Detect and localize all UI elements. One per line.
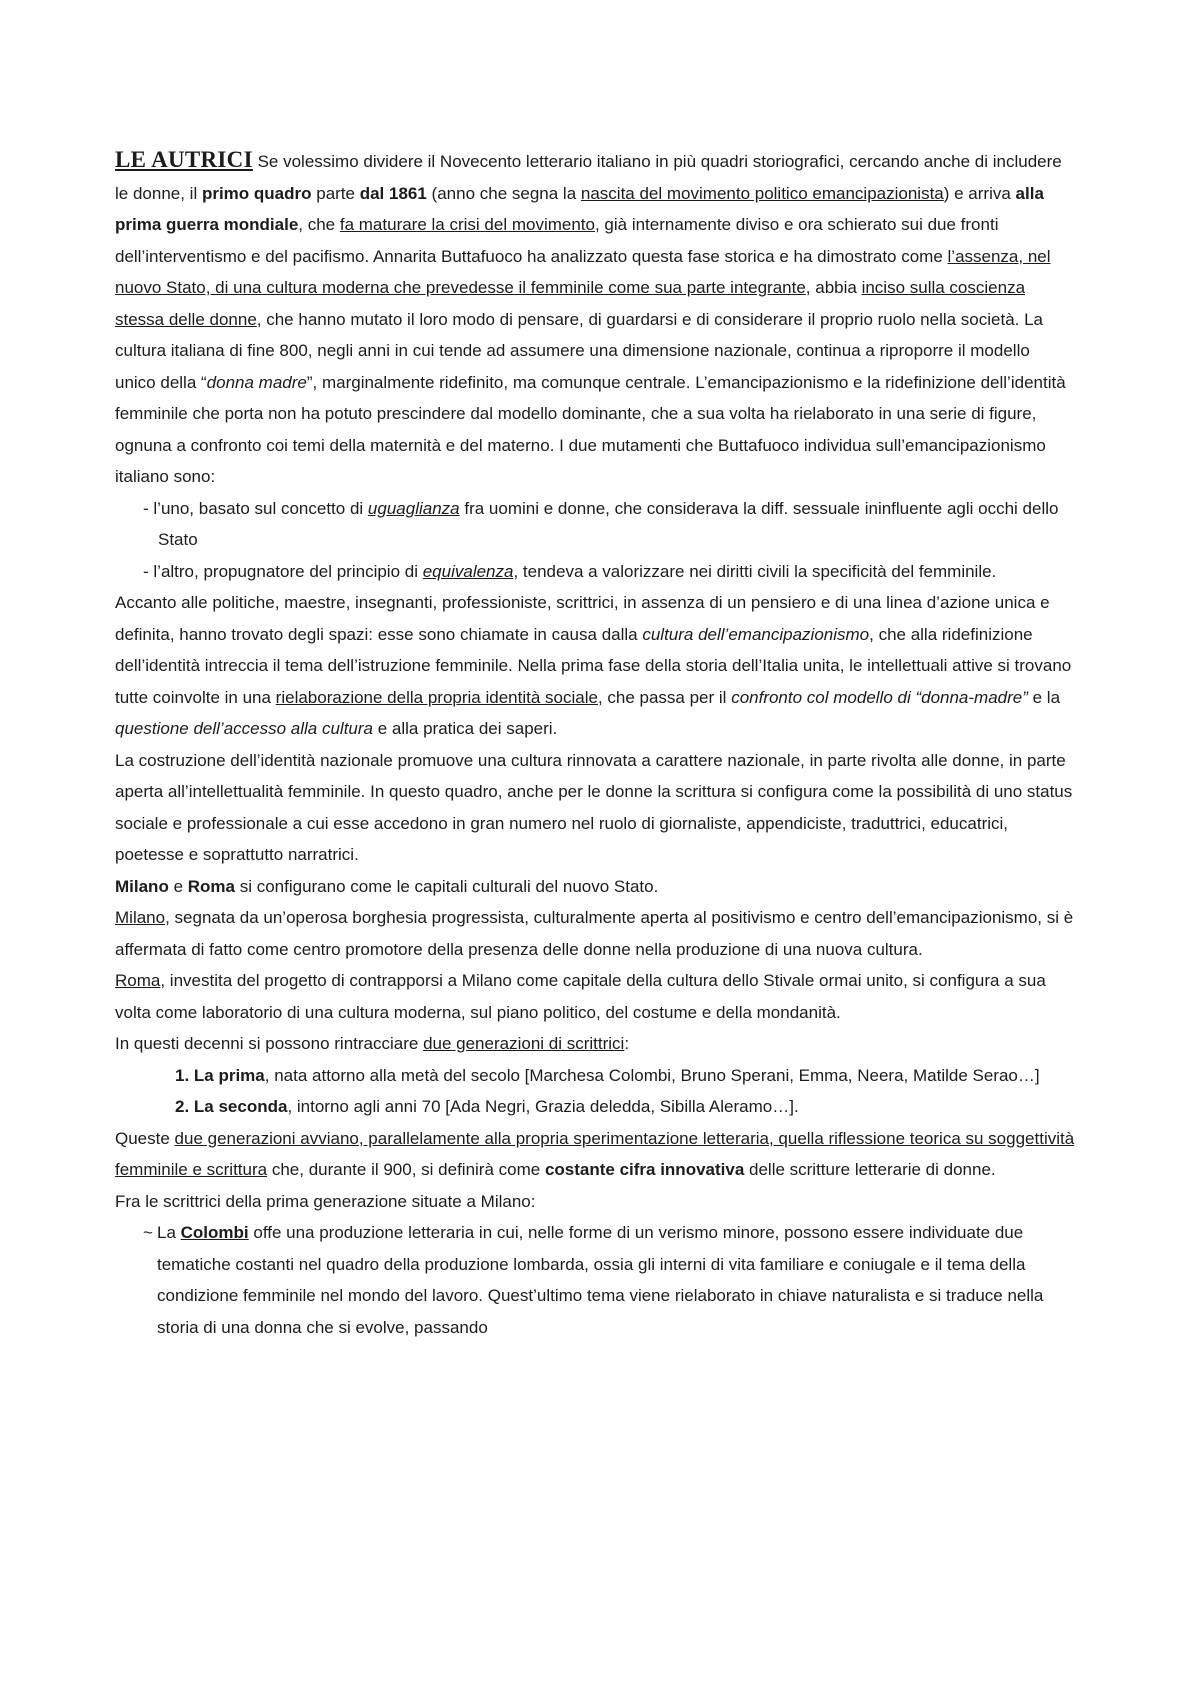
text-run: , intorno agli anni 70 [Ada Negri, Grazia deledda, Sibilla Aleramo…]. <box>287 1097 799 1116</box>
bold-run: 2. La seconda <box>175 1097 288 1116</box>
text-run: - l’uno, basato sul concetto di <box>143 498 368 518</box>
italic-run: questione dell’accesso alla cultura <box>115 719 373 738</box>
text-run: , segnata da un’operosa borghesia progressista, culturalmente aperta al positivismo e centro dell’emancipazionismo, si è affermata di fatto come centro promotore della presenza delle donne nella produzione di una nuova cultura. <box>115 908 1074 959</box>
text-run: e <box>168 876 188 896</box>
text-run: , tendeva a valorizzare nei diritti civili la specificità del femminile. <box>513 561 997 581</box>
text-run: fra uomini e donne, che considerava la diff. sessuale ininfluente agli occhi dello Stato <box>158 498 1059 549</box>
tilde-bullet-icon: ~ <box>143 1223 153 1242</box>
paragraph-milano <box>115 902 1075 965</box>
text-run: parte <box>311 183 360 203</box>
text-run: , già internamente diviso e ora schierato sui due fronti dell’interventismo e del pacifismo. Annarita Buttafuoco ha analizzato questa fase storica e ha dimostrato come <box>115 215 999 266</box>
underlined-run: due generazioni avviano, parallelamente alla propria sperimentazione letteraria, quella riflessione teorica su soggettività femminile e scrittura <box>115 1128 1075 1179</box>
text-run: delle scritture letterarie di donne. <box>744 1160 996 1179</box>
text-run: (anno che segna la <box>426 183 581 203</box>
bold-run: costante cifra innovativa <box>544 1160 745 1179</box>
underlined-run: Roma <box>115 971 161 990</box>
underlined-run: inciso sulla coscienza stessa delle donne <box>115 278 1026 329</box>
text-run: , investita del progetto di contrapporsi a Milano come capitale della cultura dello Stivale ormai unito, si configura a sua volta come laboratorio di una cultura moderna, sul piano politico, del costume e della mondanità. <box>115 971 1046 1022</box>
text-run: , abbia <box>805 278 862 297</box>
italic-run: donna madre <box>206 372 307 392</box>
document-title: LE AUTRICI <box>115 147 253 172</box>
bold-run: Roma <box>187 876 235 896</box>
text-run: , che <box>298 215 340 234</box>
paragraph-accanto <box>115 587 1075 745</box>
text-run: Queste <box>115 1128 175 1148</box>
text-run: , che hanno mutato il loro modo di pensare, di guardarsi e di considerare il proprio ruolo nella società. La cultura italiana di fine 800, negli anni in cui tende ad assumere una dimensione nazionale, continua a riproporre il modello unico della “ <box>115 309 1044 392</box>
text-run: - l’altro, propugnatore del principio di <box>143 561 423 581</box>
bold-run: primo quadro <box>201 183 312 203</box>
text-run: , che alla ridefinizione dell’identità intreccia il tema dell’istruzione femminile. Nella prima fase della storia dell’Italia unita, le intellettuali attive si trovano tutte coinvolte in una <box>115 624 1072 707</box>
bold-run: 1. La prima <box>175 1065 265 1085</box>
text-run: che, durante il 900, si definirà come <box>267 1160 545 1179</box>
text-run: e la <box>1027 687 1061 707</box>
text-run: offe una produzione letteraria in cui, nelle forme di un verismo minore, possono essere individuate due tematiche costanti nel quadro della produzione lombarda, ossia gli interni di vita familiare e coniugale e il tema della condizione femminile nel mondo del lavoro. Quest’ultimo tema viene rielaborato in chiave naturalista e si traduce nella storia di una donna che si evolve, passando <box>157 1223 1044 1337</box>
underlined-run: Milano <box>115 908 166 927</box>
list-item-equivalenza <box>143 556 1075 588</box>
paragraph-intro <box>115 144 1075 493</box>
text-run: , che passa per il <box>597 687 732 707</box>
paragraph-generazioni <box>115 1028 1075 1060</box>
paragraph-prima-generazione-milano: Fra le scrittrici della prima generazione situate a Milano: <box>115 1191 536 1211</box>
list-item-prima-generazione <box>175 1060 1075 1092</box>
list-item-seconda-generazione <box>175 1091 1075 1123</box>
underlined-italic-run: equivalenza <box>422 561 514 581</box>
bold-run: alla prima guerra mondiale <box>115 183 1044 234</box>
list-item-uguaglianza <box>143 493 1075 556</box>
underlined-run: due generazioni di scrittrici <box>423 1034 625 1053</box>
text-run: Accanto alle politiche, maestre, insegnanti, professioniste, scrittrici, in assenza di un pensiero e di una linea d’azione unica e definita, hanno trovato degli spazi: esse sono chiamate in causa dalla <box>115 593 1050 644</box>
underlined-run: rielaborazione della propria identità sociale <box>275 687 598 707</box>
underlined-italic-run: uguaglianza <box>367 498 460 518</box>
underlined-run: nascita del movimento politico emancipazionista <box>580 183 944 203</box>
document-page <box>115 144 1075 1343</box>
text-run: La <box>157 1223 181 1242</box>
text-run: , nata attorno alla metà del secolo [Marchesa Colombi, Bruno Sperani, Emma, Neera, Matilde Serao…] <box>264 1065 1040 1085</box>
text-run: e alla pratica dei saperi. <box>373 719 558 738</box>
italic-run: confronto col modello di “donna-madre” <box>731 687 1028 707</box>
text-run: ) e arriva <box>943 183 1016 203</box>
paragraph-roma <box>115 965 1075 1028</box>
bold-run: dal 1861 <box>359 183 427 203</box>
italic-run: cultura dell’emancipazionismo <box>642 624 870 644</box>
text-run: si configurano come le capitali culturali del nuovo Stato. <box>234 876 659 896</box>
text-run: : <box>624 1034 630 1053</box>
text-run: Se volessimo dividere il Novecento letterario italiano in più quadri storiografici, cercando anche di includere le donne, il <box>115 152 1062 203</box>
underlined-run: fa maturare la crisi del movimento <box>339 215 595 234</box>
paragraph-costruzione: La costruzione dell’identità nazionale promuove una cultura rinnovata a carattere nazionale, in parte rivolta alle donne, in parte aperta all’intellettualità femminile. In questo quadro, anche per le donne la scrittura si configura come la possibilità di uno status sociale e professionale a cui esse accedono in gran numero nel ruolo di giornaliste, appendiciste, traduttrici, educatrici, poetesse e soprattutto narratrici. <box>115 750 1073 864</box>
paragraph-capitali <box>115 871 1075 903</box>
list-item-colombi <box>115 1217 1075 1343</box>
underlined-run: l’assenza, nel nuovo Stato, di una cultura moderna che prevedesse il femminile come sua parte integrante <box>115 246 1051 297</box>
text-run: In questi decenni si possono rintracciare <box>115 1034 424 1053</box>
text-run: ”, marginalmente ridefinito, ma comunque centrale. L’emancipazionismo e la ridefinizione dell’identità femminile che porta non ha potuto prescindere dal modello dominante, che a sua volta ha rielaborato in una serie di figure, ognuna a confronto coi temi della maternità e del materno. I due mutamenti che Buttafuoco individua sull’emancipazionismo italiano sono: <box>115 372 1066 486</box>
bold-run: Milano <box>115 876 169 896</box>
paragraph-queste <box>115 1123 1075 1186</box>
bold-underlined-run: Colombi <box>180 1223 249 1242</box>
